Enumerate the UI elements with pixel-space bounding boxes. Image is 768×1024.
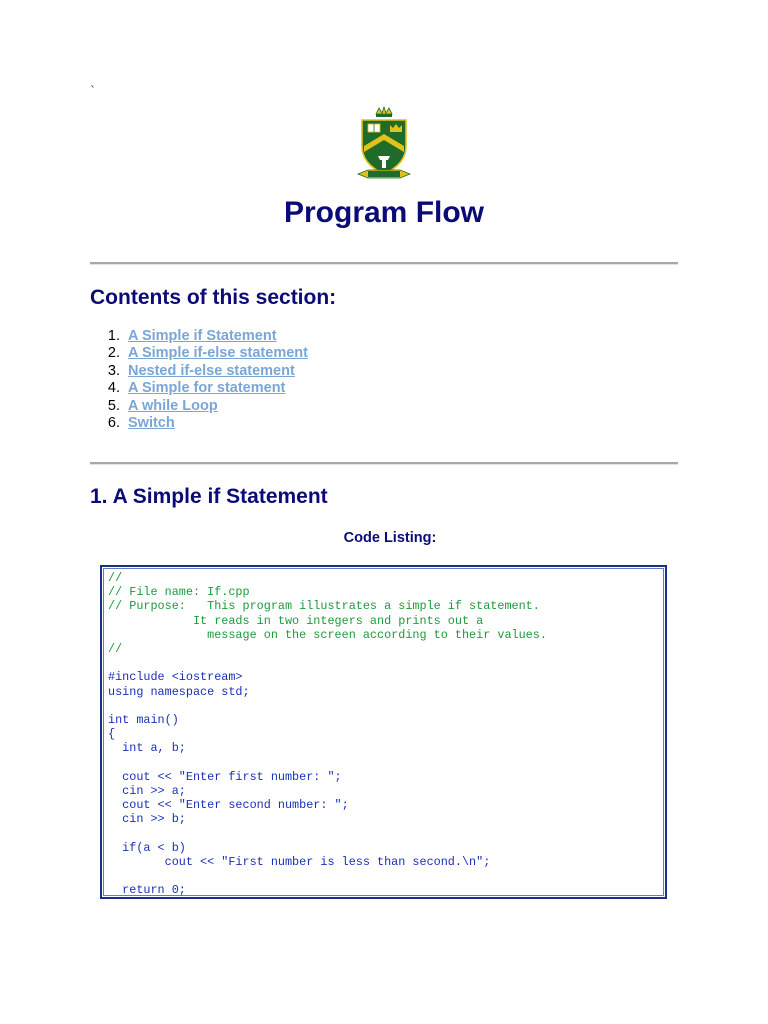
toc-link-simple-if[interactable]: A Simple if Statement bbox=[128, 328, 277, 344]
code-line: // Purpose: This program illustrates a simple if statement. bbox=[108, 599, 540, 614]
code-line: { bbox=[108, 727, 116, 742]
toc-item bbox=[90, 328, 308, 345]
toc-link-simple-if-else[interactable]: A Simple if-else statement bbox=[128, 345, 308, 362]
code-line: cin >> a; bbox=[108, 784, 186, 799]
code-line: using namespace std; bbox=[108, 684, 250, 699]
code-line: cout << "Enter second number: "; bbox=[108, 798, 349, 813]
section-heading: 1. A Simple if Statement bbox=[90, 485, 328, 508]
toc-link-simple-for[interactable]: A Simple for statement bbox=[128, 380, 286, 397]
code-line: // File name: If.cpp bbox=[108, 585, 250, 600]
toc-number: 4. bbox=[107, 380, 120, 397]
code-line: int main() bbox=[108, 713, 179, 728]
toc-item bbox=[90, 380, 308, 397]
toc-number: 2. bbox=[107, 345, 120, 362]
code-line: #include <iostream> bbox=[108, 670, 243, 685]
code-block bbox=[104, 569, 663, 896]
code-line: int a, b; bbox=[108, 741, 186, 756]
toc-item bbox=[90, 363, 308, 380]
toc-item bbox=[90, 345, 308, 362]
toc-link-while-loop[interactable]: A while Loop bbox=[128, 397, 218, 414]
code-line: cout << "First number is less than second.\n"; bbox=[108, 855, 491, 870]
code-listing-inner bbox=[103, 568, 664, 896]
code-line: return 0; bbox=[108, 883, 186, 896]
code-line: cin >> b; bbox=[108, 812, 186, 827]
toc-item bbox=[90, 398, 308, 415]
toc-link-switch[interactable]: Switch bbox=[128, 414, 175, 431]
horizontal-divider bbox=[90, 462, 678, 465]
table-of-contents bbox=[90, 328, 308, 432]
horizontal-divider bbox=[90, 262, 678, 265]
toc-number: 3. bbox=[107, 362, 120, 379]
code-line: message on the screen according to their values. bbox=[108, 627, 547, 642]
code-listing-caption: Code Listing: bbox=[343, 530, 437, 546]
code-line: It reads in two integers and prints out a bbox=[108, 613, 484, 628]
code-line: // bbox=[108, 571, 123, 585]
code-line: cout << "Enter first number: "; bbox=[108, 769, 342, 784]
toc-number: 1. bbox=[107, 328, 120, 344]
toc-link-nested-if-else[interactable]: Nested if-else statement bbox=[128, 362, 295, 379]
toc-number: 6. bbox=[107, 414, 120, 431]
toc-number: 5. bbox=[107, 397, 120, 414]
page-title: Program Flow bbox=[283, 196, 485, 229]
toc-item bbox=[90, 415, 308, 432]
contents-heading: Contents of this section: bbox=[90, 286, 337, 309]
code-line: if(a < b) bbox=[108, 840, 186, 855]
code-line: // bbox=[108, 642, 123, 657]
code-listing-box bbox=[100, 565, 667, 899]
stray-mark: ` bbox=[90, 84, 96, 98]
school-crest-icon bbox=[354, 106, 414, 184]
